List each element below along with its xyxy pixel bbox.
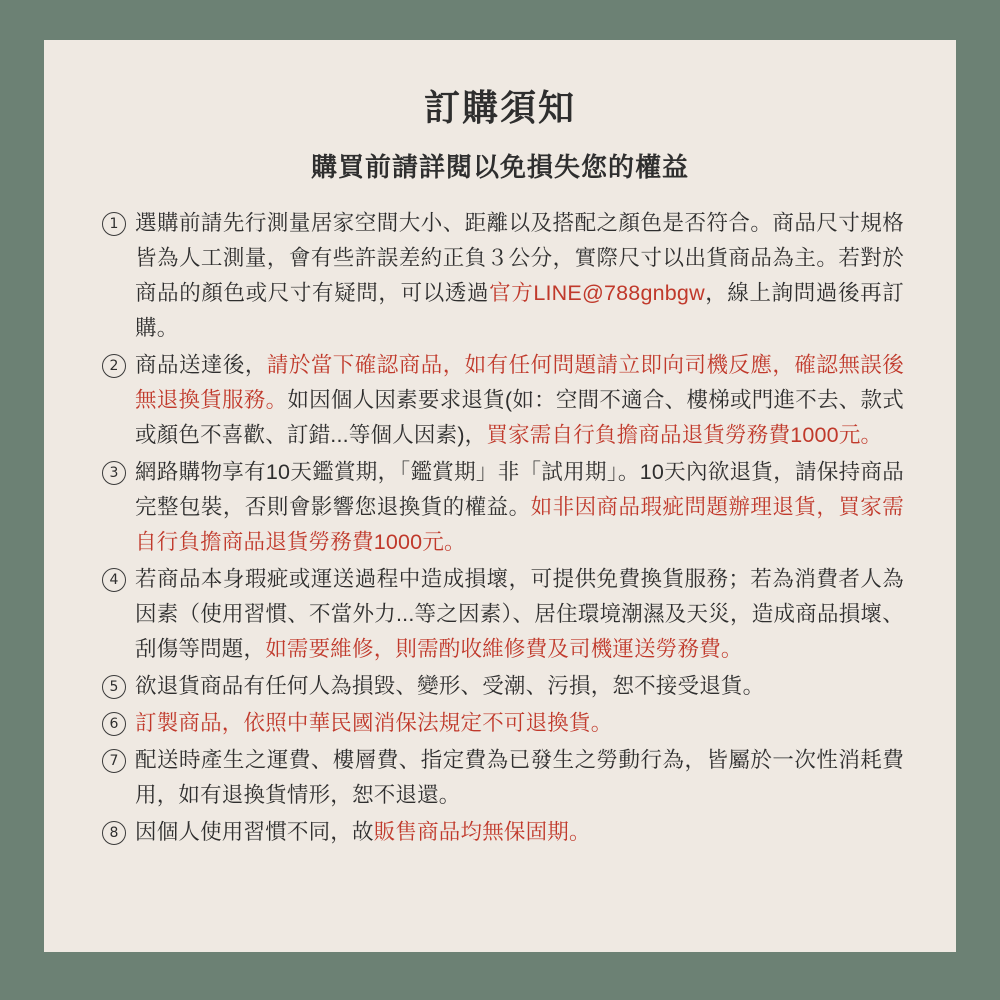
list-item-text (135, 206, 904, 346)
list-item (102, 348, 904, 453)
plain-text: ，線上詢問過後再訂購。 (135, 281, 904, 341)
list-item (102, 562, 904, 667)
list-item (102, 206, 904, 346)
list-item-text (135, 562, 904, 667)
list-item (102, 815, 904, 850)
list-item (102, 455, 904, 560)
list-item-text (135, 743, 904, 813)
list-item-number: 7 (102, 749, 126, 773)
plain-text: 因個人使用習慣不同，故 (135, 820, 374, 845)
highlighted-text: 訂製商品，依照中華民國消保法規定不可退換貨。 (135, 711, 613, 736)
page-title: 訂購須知 (423, 87, 576, 128)
list-item-number: 2 (102, 354, 126, 378)
list-item-number: 8 (102, 821, 126, 845)
list-item-number: 3 (102, 461, 126, 485)
notice-list (74, 206, 926, 850)
list-item-text (135, 706, 904, 741)
list-item-text (135, 455, 904, 560)
list-item-number: 4 (102, 568, 126, 592)
highlighted-text: 買家需自行負擔商品退貨勞務費1000元。 (486, 423, 883, 448)
list-item-text (135, 348, 904, 453)
plain-text: 商品送達後， (135, 353, 267, 378)
list-item-text (135, 815, 904, 850)
list-item (102, 669, 904, 704)
highlighted-text: 請於當下確認商品，如有任何問題請立即向司機反應，確認無誤後無退換貨服務。 (135, 353, 904, 413)
plain-text: 配送時產生之運費、樓層費、指定費為已發生之勞動行為，皆屬於一次性消耗費用，如有退換貨情形，恕不退還。 (135, 748, 904, 808)
list-item-number: 1 (102, 212, 126, 236)
list-item-number: 5 (102, 675, 126, 699)
notice-card (44, 40, 956, 952)
list-item (102, 743, 904, 813)
plain-text: 欲退貨商品有任何人為損毀、變形、受潮、污損，恕不接受退貨。 (135, 674, 765, 699)
plain-text: 選購前請先行測量居家空間大小、距離以及搭配之顏色是否符合。商品尺寸規格皆為人工測量，會有些許誤差約正負３公分，實際尺寸以出貨商品為主。若對於商品的顏色或尺寸有疑問，可以透過 (135, 211, 904, 306)
highlighted-text: 販售商品均無保固期。 (373, 820, 591, 845)
plain-text: 如因個人因素要求退貨(如：空間不適合、樓梯或門進不去、款式或顏色不喜歡、訂錯...等個人因素)， (135, 388, 904, 448)
plain-text: 若商品本身瑕疵或運送過程中造成損壞，可提供免費換貨服務；若為消費者人為因素（使用習慣、不當外力...等之因素）、居住環境潮濕及天災，造成商品損壞、刮傷等問題， (135, 567, 904, 662)
highlighted-text: 官方LINE@788gnbgw (489, 281, 705, 306)
page-subtitle: 購買前請詳閱以免損失您的權益 (310, 152, 689, 183)
plain-text: 網路購物享有10天鑑賞期，「鑑賞期」非「試用期」。10天內欲退貨，請保持商品完整包裝，否則會影響您退換貨的權益。 (135, 460, 904, 520)
highlighted-text: 如非因商品瑕疵問題辦理退貨，買家需自行負擔商品退貨勞務費1000元。 (135, 495, 904, 555)
highlighted-text: 如需要維修，則需酌收維修費及司機運送勞務費。 (265, 637, 743, 662)
list-item-text (135, 669, 904, 704)
list-item (102, 706, 904, 741)
list-item-number: 6 (102, 712, 126, 736)
